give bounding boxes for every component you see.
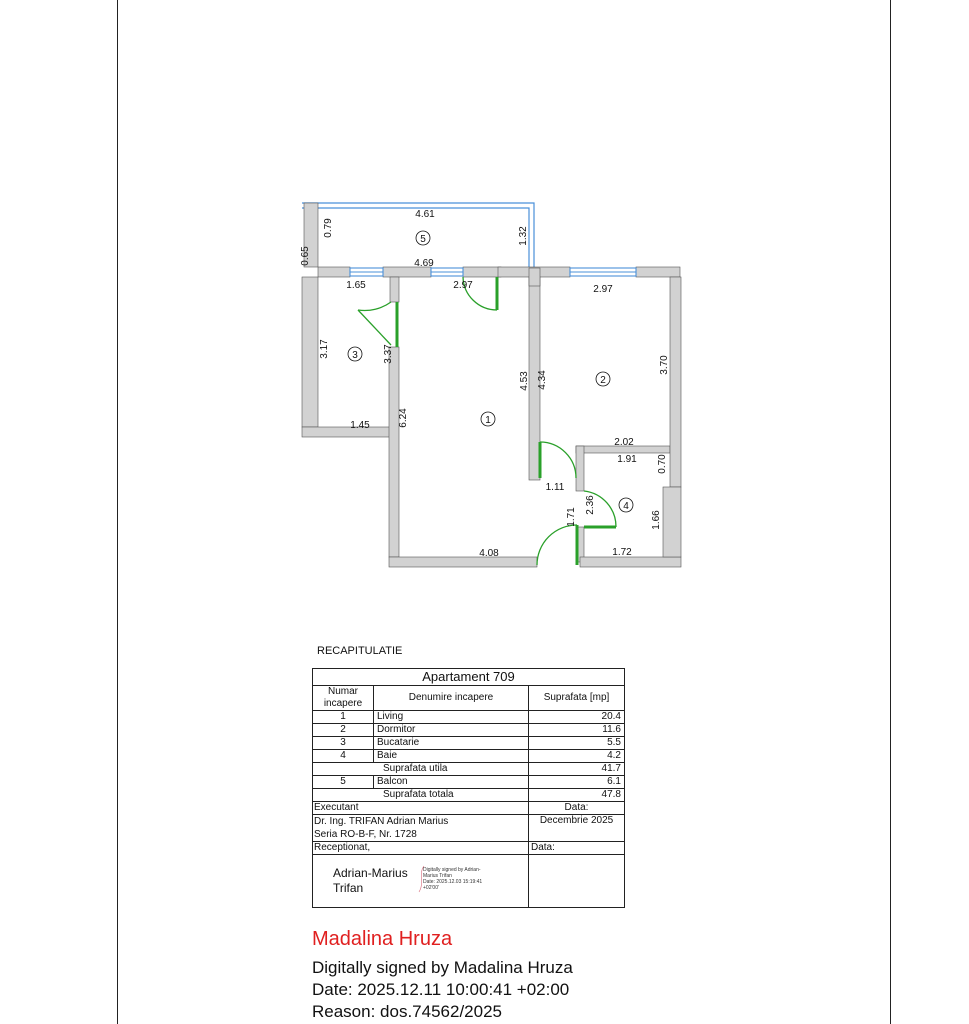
- executant-signature-name: [333, 866, 408, 896]
- receiver-date: Date: 2025.12.11 10:00:41 +02:00: [312, 980, 570, 999]
- dim-kitchen-left: 3.17: [319, 339, 330, 359]
- dim-bath-top: 1.91: [617, 454, 637, 465]
- col-header-area: Suprafata [mp]: [529, 686, 625, 711]
- dim-kitchen-right: 3.37: [383, 344, 394, 364]
- useful-area-row: [313, 763, 625, 776]
- executant-name: Dr. Ing. TRIFAN Adrian Marius: [314, 816, 449, 827]
- dimension-labels: [300, 209, 670, 559]
- signer-note-line-2: Marius Trifan: [423, 873, 452, 879]
- room-number-2: 2: [600, 375, 606, 386]
- room-number-3: 3: [352, 350, 358, 361]
- executant-label: Executant: [313, 802, 529, 815]
- table-row: [313, 711, 625, 724]
- executant-info: [313, 815, 529, 842]
- dim-bedroom-right: 3.70: [659, 355, 670, 375]
- dim-bath-left: 2.36: [585, 495, 596, 515]
- useful-area-label: Suprafata utila: [313, 763, 529, 776]
- receiver-name: Madalina Hruza: [312, 928, 453, 950]
- dim-hall-left: 1.71: [566, 507, 577, 527]
- total-area-row: [313, 789, 625, 802]
- executant-header-row: [313, 802, 625, 815]
- apartment-title: Apartament 709: [313, 669, 625, 686]
- room-area-cell: 5.5: [529, 737, 625, 750]
- receiver-reason: Reason: dos.74562/2025: [312, 1002, 502, 1021]
- room-name-cell: Living: [374, 711, 529, 724]
- dim-bedroom-bottom: 2.02: [614, 437, 634, 448]
- room-number-1: 1: [485, 415, 491, 426]
- dim-balcony-top: 4.61: [415, 209, 435, 220]
- dim-hall-door: 1.11: [545, 482, 565, 493]
- room-num-cell: 5: [313, 776, 374, 789]
- signer-note-line-1: Digitally signed by Adrian-: [423, 867, 481, 873]
- recap-heading: RECAPITULATIE: [317, 645, 403, 657]
- receiver-digital-signature: [312, 957, 573, 1023]
- receptionat-date-label: Data:: [529, 842, 625, 855]
- executant-series: Seria RO-B-F, Nr. 1728: [314, 829, 417, 840]
- total-area-value: 47.8: [529, 789, 625, 802]
- room-num-cell: 1: [313, 711, 374, 724]
- dim-bedroom-left: 4.34: [537, 370, 548, 390]
- dim-balcony-bottom: 4.69: [414, 258, 434, 269]
- room-area-cell: 20.4: [529, 711, 625, 724]
- room-number-4: 4: [623, 501, 629, 512]
- signer-line-2: Trifan: [333, 881, 364, 895]
- signer-note-line-3: Date: 2025.12.03 15:19:41: [423, 879, 483, 885]
- dim-balcony-right: 1.32: [518, 226, 529, 246]
- receptionat-date-area: [529, 855, 625, 908]
- dim-kitchen-bottom: 1.45: [350, 420, 370, 431]
- room-name-cell: Bucatarie: [374, 737, 529, 750]
- dim-balcony-left-outer: 0.65: [300, 246, 311, 266]
- room-area-cell: 6.1: [529, 776, 625, 789]
- table-row: [313, 750, 625, 763]
- total-area-label: Suprafata totala: [313, 789, 529, 802]
- col-header-name: Denumire incapere: [374, 686, 529, 711]
- table-row: [313, 724, 625, 737]
- dim-bedroom-top: 2.97: [593, 284, 613, 295]
- receiver-signed-by: Digitally signed by Madalina Hruza: [312, 958, 573, 977]
- table-row: [313, 776, 625, 789]
- col-header-num: Numar incapere: [313, 686, 374, 711]
- receptionat-label: Receptionat,: [313, 842, 529, 855]
- dim-kitchen-top: 1.65: [346, 280, 366, 291]
- room-name-cell: Baie: [374, 750, 529, 763]
- signer-note-line-4: +02'00': [423, 885, 439, 891]
- dim-living-bottom: 4.08: [479, 548, 499, 559]
- room-num-cell: 4: [313, 750, 374, 763]
- dim-living-right: 4.53: [519, 371, 530, 391]
- receptionat-row: [313, 842, 625, 855]
- dim-living-door-top: 2.97: [453, 280, 473, 291]
- executant-date: Decembrie 2025: [529, 815, 625, 842]
- room-num-cell: 3: [313, 737, 374, 750]
- dim-bath-bottom: 1.72: [612, 547, 632, 558]
- dim-living-left: 6.24: [398, 408, 409, 428]
- executant-date-label: Data:: [529, 802, 625, 815]
- table-row: [313, 737, 625, 750]
- room-name-cell: Dormitor: [374, 724, 529, 737]
- signer-line-1: Adrian-Marius: [333, 866, 408, 880]
- room-area-cell: 11.6: [529, 724, 625, 737]
- executant-signature-note: [423, 867, 518, 891]
- walls: [302, 267, 681, 567]
- dim-bath-right: 1.66: [651, 510, 662, 530]
- room-name-cell: Balcon: [374, 776, 529, 789]
- room-num-cell: 2: [313, 724, 374, 737]
- useful-area-value: 41.7: [529, 763, 625, 776]
- dim-bath-right-top: 0.70: [657, 454, 668, 474]
- executant-row: [313, 815, 625, 842]
- room-area-cell: 4.2: [529, 750, 625, 763]
- room-number-5: 5: [420, 234, 426, 245]
- dim-balcony-left: 0.79: [323, 218, 334, 238]
